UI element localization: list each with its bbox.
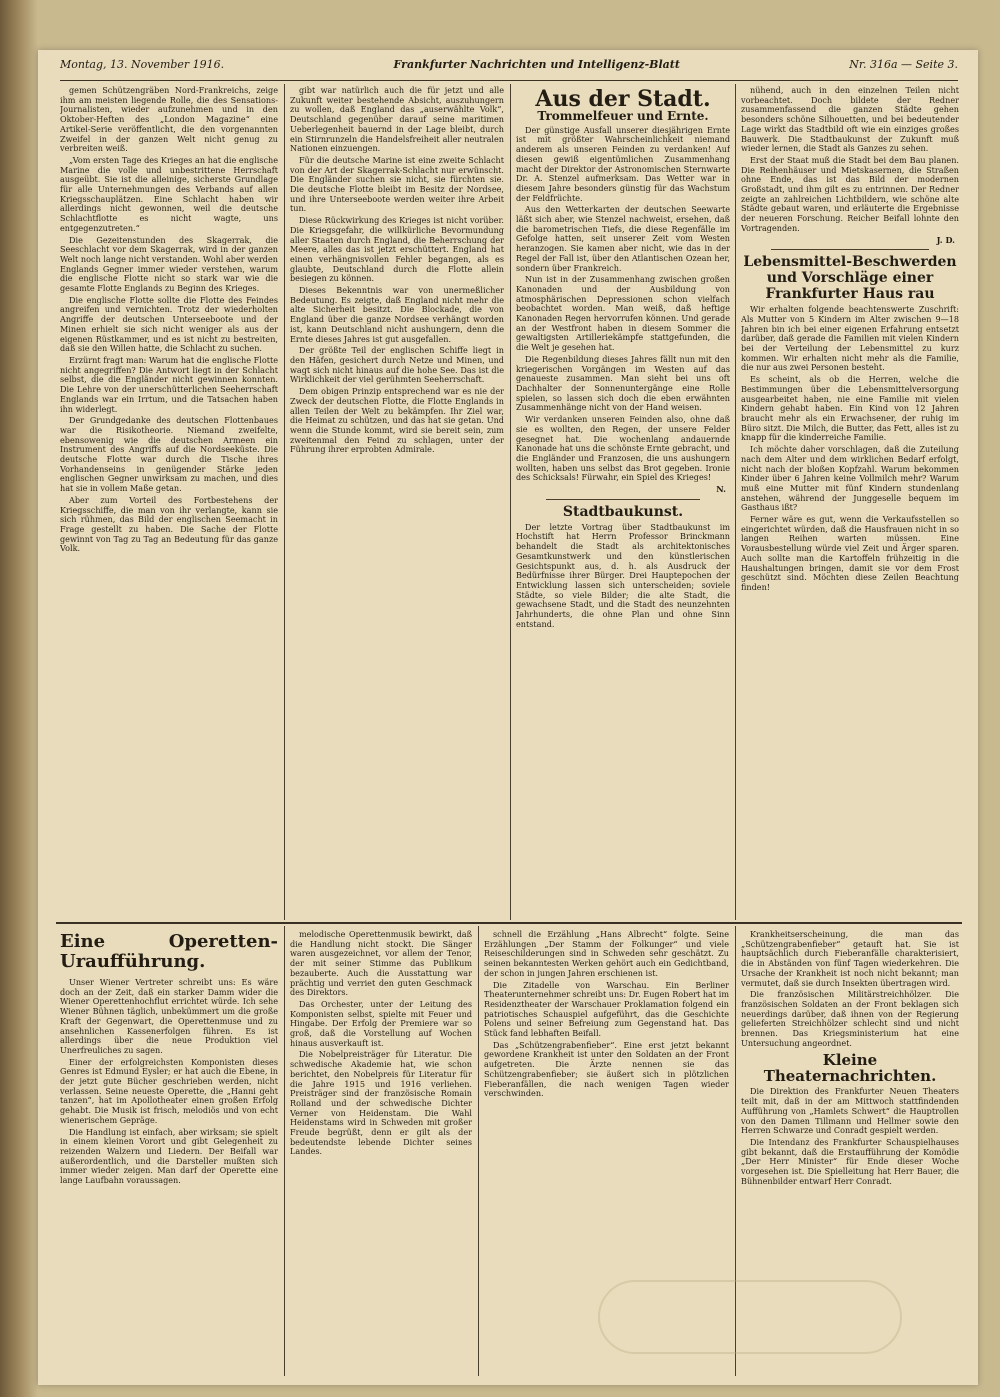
feuilleton-column-2	[290, 930, 472, 1374]
masthead-date: Montag, 13. November 1916.	[60, 58, 225, 71]
article-separator	[771, 249, 929, 250]
paragraph: gibt war natürlich auch die für jetzt und alle Zukunft weiter bestehende Absicht, auszuhungern zu wollen, daß England das „auserwählte Volk“, Deutschland gegenüber darauf seine maritimen Ueberlegenheit bauernd in der Lage bleibt, durch ein Stirnrunzeln die Handelsfreiheit aller neutralen Nationen einzuengen.	[290, 86, 504, 154]
column-rule	[284, 84, 285, 920]
article-column-2	[290, 86, 504, 918]
paragraph: Das „Schützengrabenfieber“. Eine erst jetzt bekannt gewordene Krankheit ist unter den Soldaten an der Front aufgetreten. Die Ärzte nennen sie das Schützengrabenfieber; sie äußert sich in plötzlichen Fieberanfällen, die nach wenigen Tagen wieder verschwinden.	[484, 1039, 729, 1099]
paragraph: Für die deutsche Marine ist eine zweite Schlacht von der Art der Skagerrak-Schlacht nur erwünscht. Die Engländer suchen sie nicht, sie fürchten sie. Die deutsche Flotte bleibt im Besitz der Nordsee, und ihre Unterseeboote werden weiter ihre Arbeit tun.	[290, 154, 504, 214]
paragraph: Aus den Wetterkarten der deutschen Seewarte läßt sich aber, wie Stenzel nachweist, ersehen, daß die barometrischen Tiefs, die diese Regenfälle im Gefolge hatten, seit unserer Zeit vom Westen heranzogen. Sie kamen aber nicht, wie das in der Regel der Fall ist, über den Atlantischen Ozean her, sondern über Frankreich.	[516, 204, 730, 273]
paragraph: Dem obigen Prinzip entsprechend war es nie der Zweck der deutschen Flotte, die Flotte Englands in allen Teilen der Welt zu bekämpfen. Ihr Ziel war, die Heimat zu schützen, und das hat sie getan. Und wenn die Stunde kommt, wird sie bereit sein, zum zweitenmal den Feind zu schlagen, unter der Führung ihrer erprobten Admirale.	[290, 386, 504, 455]
article-headline: Stadtbaukunst.	[562, 503, 684, 520]
paragraph: Die Direktion des Frankfurter Neuen Theaters teilt mit, daß in der am Mittwoch stattfindenden Aufführung von „Hamlets Schwert“ die Hauptrollen von den Damen Tillmann und Hellmer sowie den Herren Schwarze und Conradt gespielt werden.	[741, 1086, 959, 1136]
article-headline: Eine Operetten-Uraufführung.	[60, 931, 278, 972]
paragraph: Die französischen Militärstreichhölzer. Die französischen Soldaten an der Front beklagen sich neuerdings darüber, daß ihnen von der Regierung gelieferten Streichhölzer schlecht sind und nicht brennen. Das Kriegsministerium hat eine Untersuchung angeordnet.	[741, 989, 959, 1048]
column-rule	[284, 926, 285, 1376]
paragraph: Erst der Staat muß die Stadt bei dem Bau planen. Die Reihenhäuser und Mietskasernen, die Straßen ohne Ende, das ist das Bild der modernen Großstadt, und ihm gilt es zu entrinnen. Der Redner zeigte an zahlreichen Lichtbildern, wie schöne alte Städte gebaut waren, und erläuterte die Ergebnisse der neueren Forschung. Reicher Beifall lohnte den Vortragenden.	[741, 154, 959, 233]
article-column-1	[60, 86, 278, 918]
paragraph: Der größte Teil der englischen Schiffe liegt in den Häfen, gesichert durch Netze und Minen, und wagt sich nicht hinaus auf die hohe See. Das ist die Wirklichkeit der viel gerühmten Seeherrschaft.	[290, 345, 504, 385]
paragraph: Die Regenbildung dieses Jahres fällt nun mit den kriegerischen Vorgängen im Westen auf das genaueste zusammen. Man sieht bei uns oft Dachhalter der Sonnenuntergänge eine Rolle spielen, so lassen sich doch die eben erwähnten Zusammenhänge nicht von der Hand weisen.	[516, 353, 730, 413]
paragraph: Diese Rückwirkung des Krieges ist nicht vorüber. Die Kriegsgefahr, die willkürliche Bevormundung aller Staaten durch England, die Beherrschung der Meere, alles das ist jetzt erschüttert. England hat einen verhängnisvollen Fehler begangen, als es glaubte, Deutschland durch die Flotte allein besiegen zu können.	[290, 215, 504, 284]
column-rule	[735, 84, 736, 920]
paragraph: melodische Operettenmusik bewirkt, daß die Handlung nicht stockt. Die Sänger waren ausgezeichnet, vor allem der Tenor, der mit seiner Stimme das Publikum bezauberte. Auch die Ausstattung war prächtig und verriet den guten Geschmack des Direktors.	[290, 930, 472, 998]
author-signature: N.	[716, 484, 726, 495]
library-stamp-mark	[598, 1280, 902, 1354]
author-signature: J. D.	[936, 234, 955, 245]
paragraph: Aber zum Vorteil des Fortbestehens der Kriegsschiffe, die man von ihr verlangte, kann sie sich rühmen, das Bild der englischen Seemacht in Frage gestellt zu haben. Die Sache der Flotte gewinnt von Tag zu Tag an Bedeutung für das ganze Volk.	[60, 494, 278, 554]
paragraph: Erzürnt fragt man: Warum hat die englische Flotte nicht angegriffen? Die Antwort liegt in der Schlacht selbst, die die Engländer nicht gewinnen konnten. Die Lehre von der unerschütterlichen Seeherrschaft Englands war ein Irrtum, und die Tatsachen haben ihn widerlegt.	[60, 354, 278, 414]
paragraph: Die englische Flotte sollte die Flotte des Feindes angreifen und vernichten. Trotz der wiederholten Angriffe der deutschen Unterseeboote und der Minen erhielt sie sich nicht weniger als aus der eigenen Rüstkammer, und es ist nicht zu bestreiten, daß sie den Willen hatte, die Schlacht zu suchen.	[60, 294, 278, 354]
paragraph: Einer der erfolgreichsten Komponisten dieses Genres ist Edmund Eysler; er hat auch die Ebene, in der jetzt gute Bücher geschrieben werden, nicht verlassen. Seine neueste Operette, die „Hanni geht tanzen“, hat im Apollotheater einen großen Erfolg gehabt. Die Musik ist frisch, melodiös und von echt wienerischem Gepräge.	[60, 1056, 278, 1125]
newspaper-page	[38, 50, 978, 1385]
masthead	[60, 58, 958, 81]
article-column-4	[741, 86, 959, 918]
paragraph: Dieses Bekenntnis war von unermeßlicher Bedeutung. Es zeigte, daß England nicht mehr die alte Sicherheit besitzt. Die Blockade, die von England über die ganze Nordsee verhängt worden ist, kann Deutschland nicht aushungern, denn die Ernte dieses Jahres ist gut ausgefallen.	[290, 285, 504, 344]
article-headline: Lebensmittel-Beschwerden und Vorschläge einer Frankfurter Haus rau	[743, 254, 957, 303]
article-headline: Kleine Theaternachrichten.	[763, 1051, 937, 1086]
paragraph: schnell die Erzählung „Hans Albrecht“ folgte. Seine Erzählungen „Der Stamm der Folkunger“ und viele Reiseschilderungen sind in Schweden sehr geschätzt. Zu seinen bekanntesten Werken gehört auch ein Gedichtband, der schon in jungen Jahren erschienen ist.	[484, 930, 729, 978]
paragraph: Ferner wäre es gut, wenn die Verkaufsstellen so eingerichtet würden, daß die Hausfrauen nicht in so langen Reihen warten müssen. Eine Vorausbestellung würde viel Zeit und Ärger sparen. Auch sollte man die Kartoffeln frühzeitig in die Haushaltungen bringen, damit sie vor dem Frost geschützt sind. Möchten diese Zeilen Beachtung finden!	[741, 514, 959, 592]
section-heading: Aus der Stadt.	[535, 86, 711, 112]
article-separator	[546, 499, 700, 500]
paragraph: Der letzte Vortrag über Stadtbaukunst im Hochstift hat Herrn Professor Brinckmann behandelt die Stadt als architektonisches Gesamtkunstwerk und den künstlerischen Gesichtspunkt aus, d. h. als Ausdruck der Bedürfnisse ihrer Bürger. Drei Hauptepochen der Entwicklung lassen sich unterscheiden; soviele Städte, so viele Bilder; die alte Stadt, die gewachsene Stadt, und die Stadt des neunzehnten Jahrhunderts, die ohne Plan und ohne Sinn entstand.	[516, 521, 730, 629]
column-rule	[478, 926, 479, 1376]
paragraph: nühend, auch in den einzelnen Teilen nicht vorbeachtet. Doch bildete der Redner zusammenfassend die ganzen Städte gehen besonders schöne Silhouetten, und bei bedeutender Lage wirkt das Stadtbild oft wie ein einziges großes Bauwerk. Die Stadtbaukunst der Zukunft muß wieder lernen, die Stadt als Ganzes zu sehen.	[741, 86, 959, 154]
paragraph: Wir erhalten folgende beachtenswerte Zuschrift: Als Mutter von 5 Kindern im Alter zwischen 9—18 Jahren bin ich bei einer eigenen Erfahrung entsetzt darüber, daß gerade die Familien mit vielen Kindern bei der Verteilung der Lebensmittel zu kurz kommen. Wir erhalten nicht mehr als die Familie, die nur aus zwei Personen besteht.	[741, 304, 959, 373]
paragraph: Die Handlung ist einfach, aber wirksam; sie spielt in einem kleinen Vorort und gibt Gelegenheit zu reizenden Walzern und Liedern. Der Beifall war außerordentlich, und die Darsteller mußten sich immer wieder zeigen. Man darf der Operette eine lange Laufbahn voraussagen.	[60, 1126, 278, 1186]
city-news-column	[516, 84, 730, 918]
paragraph: „Vom ersten Tage des Krieges an hat die englische Marine die volle und unbestrittene Herrschaft ausgeübt. Sie ist die alleinige, sicherste Grundlage für alle Unternehmungen des Verbands auf allen Kriegsschauplätzen. Eine Schlacht haben wir allerdings nicht gewonnen, weil die deutsche Schlachtflotte es nicht wagte, uns entgegenzutreten.“	[60, 154, 278, 233]
book-binding	[0, 0, 38, 1397]
paragraph: Krankheitserscheinung, die man das „Schützengrabenfieber“ getauft hat. Sie ist hauptsächlich durch Fieberanfälle charakterisiert, die in Abständen von fünf Tagen wiederkehren. Die Ursache der Krankheit ist noch nicht bekannt; man vermutet, daß sie durch Insekten übertragen wird.	[741, 930, 959, 988]
paragraph: Das Orchester, unter der Leitung des Komponisten selbst, spielte mit Feuer und Hingabe. Der Erfolg der Premiere war so groß, daß die Vorstellung auf Wochen hinaus ausverkauft ist.	[290, 998, 472, 1048]
column-rule	[510, 84, 511, 920]
paragraph: Die Intendanz des Frankfurter Schauspielhauses gibt bekannt, daß die Erstaufführung der Komödie „Der Herr Minister“ für Ende dieser Woche vorgesehen ist. Die Spielleitung hat Herr Bauer, die Bühnenbilder entwarf Herr Conradt.	[741, 1136, 959, 1186]
paragraph: Ich möchte daher vorschlagen, daß die Zuteilung nach dem Alter und dem wirklichen Bedarf erfolgt, nicht nach der bloßen Kopfzahl. Warum bekommen Kinder über 6 Jahren keine Vollmilch mehr? Warum muß eine Mutter mit fünf Kindern stundenlang anstehen, während der Junggeselle bequem im Gasthaus ißt?	[741, 444, 959, 513]
paragraph: Unser Wiener Vertreter schreibt uns: Es wäre doch an der Zeit, daß ein starker Damm wider die Wiener Operettenhochflut errichtet würde. Ich sehe Wiener Bühnen täglich, unbekümmert um die große Kraft der Gegenwart, die Operettenmuse und zu ansehnlichen Kassenerfolgen führen. Es ist allerdings über die neue Produktion viel Unerfreuliches zu sagen.	[60, 977, 278, 1055]
paragraph: Die Gezeitenstunden des Skagerrak, die Seeschlacht vor dem Skagerrak, wird in der ganzen Welt noch lange nicht verstanden. Wohl aber werden Englands Gegner immer wieder verstehen, warum die englische Flotte nicht so stark war wie die gesamte Flotte Englands zu Beginn des Krieges.	[60, 234, 278, 294]
paragraph: gemen Schützengräben Nord-Frankreichs, zeige ihm am meisten liegende Rolle, die des Sensations-Journalisten, wieder aufzunehmen und in den Oktober-Heften des „London Magazine“ eine Artikel-Serie veröffentlicht, die den vorgenannten Zweifel in der ganzen Welt nicht genug zu verbreiten weiß.	[60, 86, 278, 154]
masthead-title: Frankfurter Nachrichten und Intelligenz-Blatt	[393, 58, 680, 71]
article-headline: Trommelfeuer und Ernte.	[537, 109, 709, 123]
section-divider	[56, 922, 962, 924]
paragraph: Der günstige Ausfall unserer diesjährigen Ernte ist mit größter Wahrscheinlichkeit niemand anderem als unseren Feinden zu verdanken! Auf diesen gewiß eigentümlichen Zusammenhang macht der Direktor der Astronomischen Sternwarte Dr. A. Stenzel aufmerksam. Das Wetter war in diesem Jahre besonders günstig für das Wachstum der Feldfrüchte.	[516, 124, 730, 203]
paragraph: Die Nobelpreisträger für Literatur. Die schwedische Akademie hat, wie schon berichtet, den Nobelpreis für Literatur für die Jahre 1915 und 1916 verliehen. Preisträger sind der französische Romain Rolland und der schwedische Dichter Verner von Heidenstam. Die Wahl Heidenstams wird in Schweden mit großer Freude begrüßt, denn er gilt als der bedeutendste lebende Dichter seines Landes.	[290, 1049, 472, 1157]
paragraph: Wir verdanken unseren Feinden also, ohne daß sie es wollten, den Regen, der unsere Felder gesegnet hat. Die wochenlang andauernde Kanonade hat uns die schönste Ernte gebracht, und die Engländer und Franzosen, die uns aushungern wollten, haben uns selbst das Brot gegeben. Ironie des Schicksals! Fürwahr, ein Spiel des Krieges!	[516, 414, 730, 483]
masthead-page-number: Nr. 316a — Seite 3.	[849, 58, 958, 71]
paragraph: Die Zitadelle von Warschau. Ein Berliner Theaterunternehmer schreibt uns: Dr. Eugen Robert hat im Residenztheater der Warschauer Proklamation folgend ein patriotisches Schauspiel aufgeführt, das die Geschichte Polens und seiner Befreiung zum Gegenstand hat. Das Stück fand lebhaften Beifall.	[484, 979, 729, 1039]
paragraph: Der Grundgedanke des deutschen Flottenbaues war die Risikotheorie. Niemand zweifelte, ebensowenig wie die deutschen Armeen ein Instrument des Angriffs auf die Nordseeküste. Die deutsche Flotte war durch die Tische ihres Vorhandenseins in genügender Stärke jeden englischen Gegner unwirksam zu machen, und dies hat sie in vollem Maße getan.	[60, 415, 278, 494]
paragraph: Nun ist in der Zusammenhang zwischen großen Kanonaden und der Ausbildung von atmosphärischen Depressionen schon vielfach beobachtet worden. Man weiß, daß heftige Kanonaden Regen hervorrufen können. Und gerade an der Westfront haben in diesem Sommer die gewaltigsten Artilleriekämpfe stattgefunden, die die Welt je gesehen hat.	[516, 274, 730, 353]
operetta-column	[60, 930, 278, 1374]
paragraph: Es scheint, als ob die Herren, welche die Bestimmungen über die Lebensmittelversorgung ausgearbeitet haben, nie eine Familie mit vielen Kindern gehabt haben. Ein Kind von 12 Jahren braucht mehr als ein Erwachsener, der ruhig im Büro sitzt. Die Milch, die Butter, das Fett, alles ist zu knapp für die kinderreiche Familie.	[741, 374, 959, 443]
